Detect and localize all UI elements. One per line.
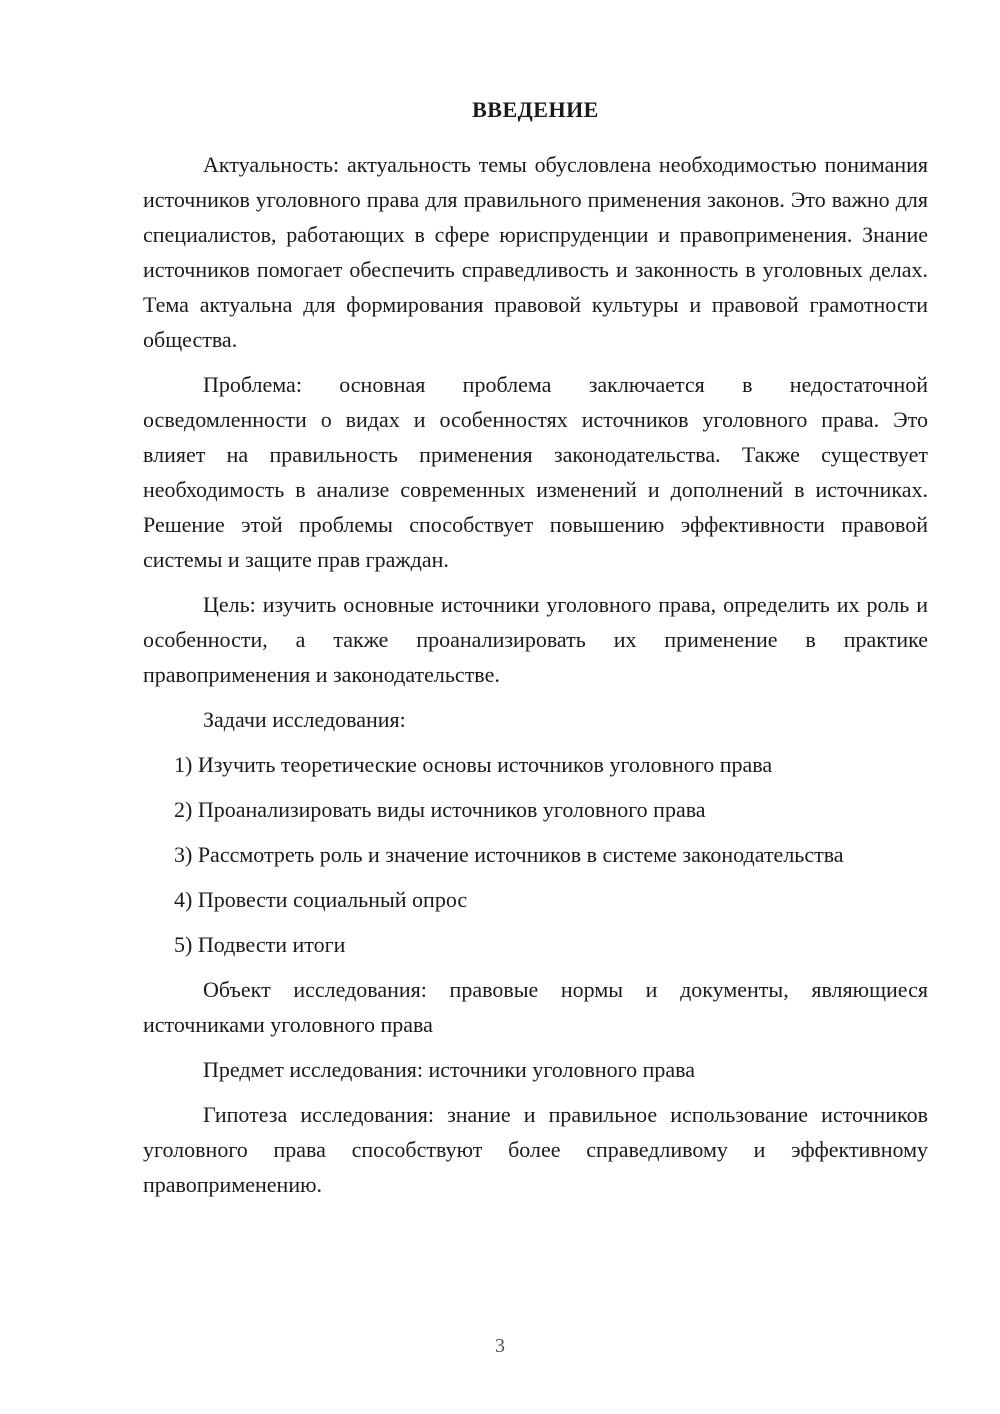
task-item-5: 5) Подвести итоги [174,932,346,957]
page-number: 3 [495,1335,505,1357]
page-title: ВВЕДЕНИЕ [472,97,599,122]
task-item-3: 3) Рассмотреть роль и значение источников в системе законодательства [174,842,844,867]
paragraph-problem: Проблема: основная проблема заключается в недостаточной осведомленности о видах и особенностях источников уголовного права. Это влияет на правильность применения законодательства. Также существует необходимость в анализе современных изменений и дополнений в источниках. Решение этой проблемы способствует повышению эффективности правовой системы и защите прав граждан. [143,372,928,572]
paragraph-object: Объект исследования: правовые нормы и документы, являющиеся источниками уголовного права [143,977,928,1037]
task-item-4: 4) Провести социальный опрос [174,887,468,912]
paragraph-relevance: Актуальность: актуальность темы обусловлена необходимостью понимания источников уголовного права для правильного применения законов. Это важно для специалистов, работающих в сфере юриспруденции и правоприменения. Знание источников помогает обеспечить справедливость и законность в уголовных делах. Тема актуальна для формирования правовой культуры и правовой грамотности общества. [143,152,928,352]
document-page [143,92,928,1212]
tasks-heading: Задачи исследования: [203,707,406,732]
task-item-2: 2) Проанализировать виды источников уголовного права [174,797,706,822]
paragraph-subject: Предмет исследования: источники уголовного права [203,1057,696,1082]
paragraph-hypothesis: Гипотеза исследования: знание и правильное использование источников уголовного права способствуют более справедливому и эффективному правоприменению. [143,1102,928,1197]
paragraph-goal: Цель: изучить основные источники уголовного права, определить их роль и особенности, а также проанализировать их применение в практике правоприменения и законодательстве. [143,592,928,687]
task-item-1: 1) Изучить теоретические основы источников уголовного права [174,752,773,777]
